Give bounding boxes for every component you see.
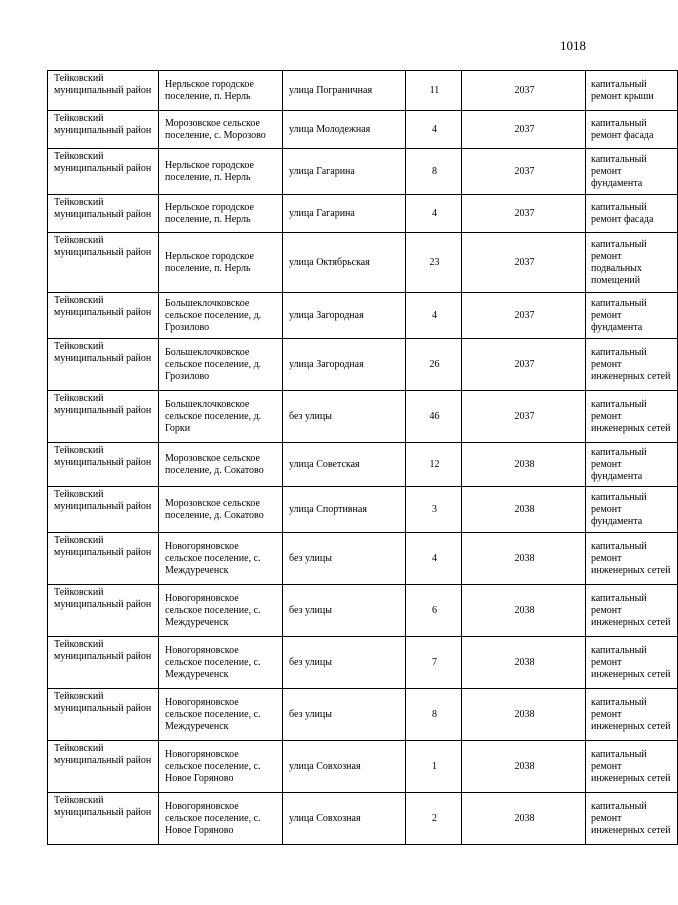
house-number-cell: 4	[406, 533, 462, 585]
work-type-cell: капитальный ремонт фундамента	[586, 487, 678, 533]
year-cell: 2037	[462, 391, 586, 443]
district-cell: Тейковский муниципальный район	[48, 149, 159, 195]
work-type-cell: капитальный ремонт инженерных сетей	[586, 689, 678, 741]
house-number-cell: 1	[406, 741, 462, 793]
street-cell: улица Пограничная	[283, 71, 406, 111]
street-cell: улица Октябрьская	[283, 233, 406, 293]
street-cell: улица Советская	[283, 443, 406, 487]
street-cell: улица Спортивная	[283, 487, 406, 533]
house-number-cell: 12	[406, 443, 462, 487]
house-number-cell: 3	[406, 487, 462, 533]
work-type-cell: капитальный ремонт фасада	[586, 111, 678, 149]
year-cell: 2038	[462, 741, 586, 793]
district-cell: Тейковский муниципальный район	[48, 195, 159, 233]
year-cell: 2037	[462, 111, 586, 149]
district-cell: Тейковский муниципальный район	[48, 111, 159, 149]
district-cell: Тейковский муниципальный район	[48, 741, 159, 793]
settlement-cell: Морозовское сельское поселение, д. Сокатово	[159, 487, 283, 533]
repair-schedule-table	[47, 70, 678, 845]
house-number-cell: 2	[406, 793, 462, 845]
table-body	[48, 71, 678, 845]
work-type-cell: капитальный ремонт инженерных сетей	[586, 793, 678, 845]
house-number-cell: 4	[406, 111, 462, 149]
table-row	[48, 443, 678, 487]
table-row	[48, 637, 678, 689]
house-number-cell: 26	[406, 339, 462, 391]
house-number-cell: 46	[406, 391, 462, 443]
street-cell: улица Молодежная	[283, 111, 406, 149]
year-cell: 2038	[462, 793, 586, 845]
year-cell: 2038	[462, 637, 586, 689]
settlement-cell: Большеклочковское сельское поселение, д. Горки	[159, 391, 283, 443]
settlement-cell: Морозовское сельское поселение, д. Сокатово	[159, 443, 283, 487]
settlement-cell: Новогоряновское сельское поселение, с. Новое Горяново	[159, 793, 283, 845]
street-cell: улица Загородная	[283, 293, 406, 339]
district-cell: Тейковский муниципальный район	[48, 487, 159, 533]
work-type-cell: капитальный ремонт подвальных помещений	[586, 233, 678, 293]
street-cell: без улицы	[283, 689, 406, 741]
table-row	[48, 391, 678, 443]
table-row	[48, 689, 678, 741]
work-type-cell: капитальный ремонт инженерных сетей	[586, 741, 678, 793]
house-number-cell: 23	[406, 233, 462, 293]
house-number-cell: 8	[406, 689, 462, 741]
district-cell: Тейковский муниципальный район	[48, 689, 159, 741]
year-cell: 2038	[462, 487, 586, 533]
settlement-cell: Нерльское городское поселение, п. Нерль	[159, 233, 283, 293]
table-row	[48, 149, 678, 195]
work-type-cell: капитальный ремонт инженерных сетей	[586, 339, 678, 391]
year-cell: 2037	[462, 339, 586, 391]
settlement-cell: Большеклочковское сельское поселение, д. Грозилово	[159, 339, 283, 391]
street-cell: без улицы	[283, 585, 406, 637]
district-cell: Тейковский муниципальный район	[48, 793, 159, 845]
work-type-cell: капитальный ремонт крыши	[586, 71, 678, 111]
settlement-cell: Новогоряновское сельское поселение, с. Междуреченск	[159, 585, 283, 637]
district-cell: Тейковский муниципальный район	[48, 233, 159, 293]
settlement-cell: Нерльское городское поселение, п. Нерль	[159, 71, 283, 111]
work-type-cell: капитальный ремонт фундамента	[586, 293, 678, 339]
street-cell: без улицы	[283, 533, 406, 585]
table-row	[48, 71, 678, 111]
work-type-cell: капитальный ремонт фундамента	[586, 443, 678, 487]
street-cell: улица Загородная	[283, 339, 406, 391]
table-row	[48, 487, 678, 533]
district-cell: Тейковский муниципальный район	[48, 443, 159, 487]
table-row	[48, 585, 678, 637]
year-cell: 2037	[462, 149, 586, 195]
street-cell: улица Гагарина	[283, 149, 406, 195]
district-cell: Тейковский муниципальный район	[48, 585, 159, 637]
work-type-cell: капитальный ремонт инженерных сетей	[586, 391, 678, 443]
settlement-cell: Новогоряновское сельское поселение, с. Междуреченск	[159, 533, 283, 585]
house-number-cell: 6	[406, 585, 462, 637]
street-cell: улица Совхозная	[283, 793, 406, 845]
settlement-cell: Новогоряновское сельское поселение, с. Междуреченск	[159, 637, 283, 689]
work-type-cell: капитальный ремонт фасада	[586, 195, 678, 233]
house-number-cell: 7	[406, 637, 462, 689]
district-cell: Тейковский муниципальный район	[48, 71, 159, 111]
page-number: 1018	[560, 38, 586, 53]
table-row	[48, 293, 678, 339]
district-cell: Тейковский муниципальный район	[48, 339, 159, 391]
house-number-cell: 4	[406, 195, 462, 233]
district-cell: Тейковский муниципальный район	[48, 391, 159, 443]
year-cell: 2037	[462, 71, 586, 111]
street-cell: улица Совхозная	[283, 741, 406, 793]
table-row	[48, 339, 678, 391]
year-cell: 2038	[462, 443, 586, 487]
table-row	[48, 233, 678, 293]
settlement-cell: Новогоряновское сельское поселение, с. Новое Горяново	[159, 741, 283, 793]
district-cell: Тейковский муниципальный район	[48, 637, 159, 689]
settlement-cell: Новогоряновское сельское поселение, с. Междуреченск	[159, 689, 283, 741]
year-cell: 2038	[462, 689, 586, 741]
table-row	[48, 741, 678, 793]
work-type-cell: капитальный ремонт инженерных сетей	[586, 637, 678, 689]
house-number-cell: 11	[406, 71, 462, 111]
year-cell: 2038	[462, 533, 586, 585]
year-cell: 2038	[462, 585, 586, 637]
year-cell: 2037	[462, 233, 586, 293]
work-type-cell: капитальный ремонт инженерных сетей	[586, 533, 678, 585]
street-cell: улица Гагарина	[283, 195, 406, 233]
table-row	[48, 533, 678, 585]
settlement-cell: Морозовское сельское поселение, с. Морозово	[159, 111, 283, 149]
house-number-cell: 8	[406, 149, 462, 195]
district-cell: Тейковский муниципальный район	[48, 293, 159, 339]
table-row	[48, 111, 678, 149]
work-type-cell: капитальный ремонт инженерных сетей	[586, 585, 678, 637]
street-cell: без улицы	[283, 391, 406, 443]
house-number-cell: 4	[406, 293, 462, 339]
street-cell: без улицы	[283, 637, 406, 689]
settlement-cell: Нерльское городское поселение, п. Нерль	[159, 195, 283, 233]
settlement-cell: Большеклочковское сельское поселение, д. Грозилово	[159, 293, 283, 339]
work-type-cell: капитальный ремонт фундамента	[586, 149, 678, 195]
table-row	[48, 793, 678, 845]
table-row	[48, 195, 678, 233]
year-cell: 2037	[462, 195, 586, 233]
district-cell: Тейковский муниципальный район	[48, 533, 159, 585]
settlement-cell: Нерльское городское поселение, п. Нерль	[159, 149, 283, 195]
year-cell: 2037	[462, 293, 586, 339]
